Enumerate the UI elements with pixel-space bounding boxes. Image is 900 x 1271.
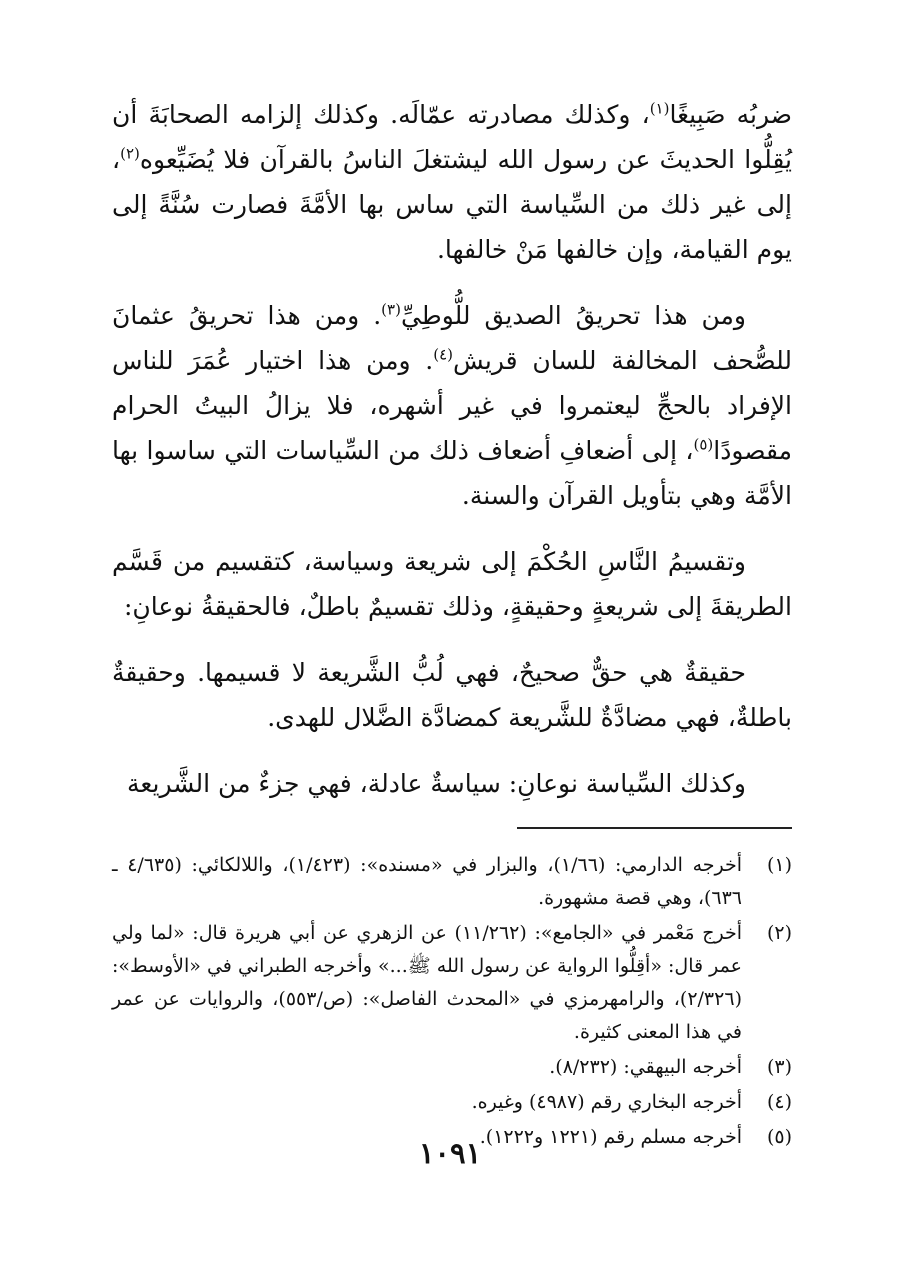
footnote-ref-2: (٢)	[120, 144, 140, 163]
paragraph-1-text-1: ضربُه صَبِيغًا	[669, 100, 792, 129]
footnote-divider	[517, 827, 792, 829]
footnote-text: أخرج مَعْمر في «الجامع»: (١١/٢٦٢) عن الزهري عن أبي هريرة قال: «لما ولي عمر قال: «أقِلُّوا الرواية عن رسول الله ﷺ...» وأخرجه الطبراني في «الأوسط»: (٢/٣٢٦)، والرامهرمزي في «المحدث الفاصل»: (ص/٥٥٣)، والروايات عن عمر في هذا المعنى كثيرة.	[112, 922, 742, 1043]
footnote-ref-4: (٤)	[433, 345, 454, 364]
footnote-number: (٥)	[766, 1126, 792, 1148]
paragraph-3-text: وتقسيمُ النَّاسِ الحُكْمَ إلى شريعة وسياسة، كتقسيم من قَسَّم الطريقةَ إلى شريعةٍ وحقيقةٍ، وذلك تقسيمٌ باطلٌ، فالحقيقةُ نوعانِ:	[112, 547, 792, 621]
footnote-ref-1: (١)	[649, 99, 670, 118]
footnotes-list	[112, 849, 792, 1154]
footnote-text: أخرجه الدارمي: (١/٦٦)، والبزار في «مسنده»: (١/٤٢٣)، واللالكائي: (٤/٦٣٥ ـ ٦٣٦)، وهي قصة مشهورة.	[112, 854, 743, 909]
footnote-text: أخرجه البيهقي: (٨/٢٣٢).	[549, 1056, 742, 1078]
page-body	[112, 92, 792, 1156]
paragraph-5-text: وكذلك السِّياسة نوعانِ: سياسةٌ عادلة، فهي جزءٌ من الشَّريعة	[127, 769, 746, 798]
footnote-text: أخرجه البخاري رقم (٤٩٨٧) وغيره.	[471, 1091, 742, 1113]
paragraph-2-text-3: . ومن هذا اختيار عُمَرَ للناس الإفراد بالحجِّ ليعتمروا في غير أشهره، فلا يزالُ البيتُ الحرام مقصودًا	[112, 346, 792, 465]
footnote-ref-5: (٥)	[693, 435, 714, 454]
paragraph-4-text: حقيقةٌ هي حقٌّ صحيحٌ، فهي لُبُّ الشَّريعة لا قسيمها. وحقيقةٌ باطلةٌ، فهي مضادَّةٌ للشَّريعة كمضادَّة الضَّلال للهدى.	[112, 658, 792, 732]
footnote-number: (١)	[766, 854, 792, 876]
footnote-number: (٣)	[766, 1056, 792, 1078]
footnote-3	[112, 1051, 792, 1084]
footnote-2	[112, 917, 792, 1049]
paragraph-1	[112, 92, 792, 272]
paragraph-5	[112, 761, 792, 806]
footnote-ref-3: (٣)	[381, 300, 401, 319]
paragraph-2-text-1: ومن هذا تحريقُ الصديق للُّوطِيِّ	[400, 301, 746, 330]
footnote-number: (٢)	[766, 922, 792, 944]
footnote-text: أخرجه مسلم رقم (١٢٢١ و١٢٢٢).	[479, 1126, 742, 1148]
footnote-1	[112, 849, 792, 915]
page-number: ١٠٩١	[418, 1136, 482, 1170]
paragraph-2	[112, 293, 792, 518]
paragraph-2-text-4: ، إلى أضعافِ أضعاف ذلك من السِّياسات التي ساسوا بها الأمَّة وهي بتأويل القرآن والسنة.	[112, 436, 792, 510]
paragraph-2-text-2: . ومن هذا تحريقُ عثمانَ للصُّحف المخالفة للسان قريش	[112, 301, 792, 375]
paragraph-4	[112, 650, 792, 740]
paragraph-1-text-2: ، وكذلك مصادرته عمّالَه. وكذلك إلزامه الصحابَةَ أن يُقِلُّوا الحديثَ عن رسول الله ليشتغلَ الناسُ بالقرآن فلا يُضَيِّعوه	[112, 100, 792, 174]
paragraph-3	[112, 539, 792, 629]
footnote-4	[112, 1086, 792, 1119]
footnote-number: (٤)	[766, 1091, 792, 1113]
paragraph-1-text-3: ، إلى غير ذلك من السِّياسة التي ساس بها الأمَّةَ فصارت سُنَّةً إلى يوم القيامة، وإن خالفها مَنْ خالفها.	[112, 145, 792, 264]
